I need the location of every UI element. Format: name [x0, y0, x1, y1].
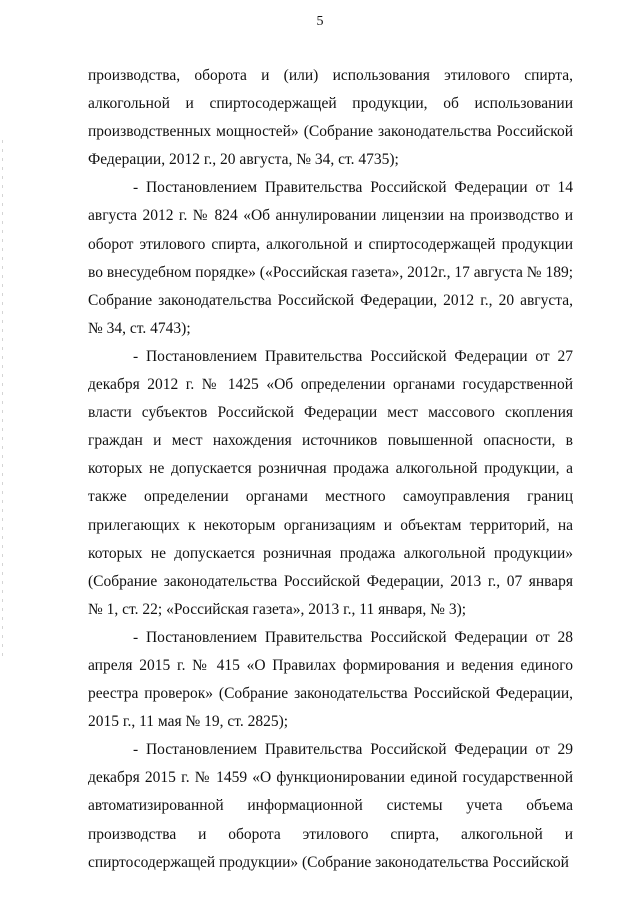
paragraph-resolution-1425: - Постановлением Правительства Российской Федерации от 27 декабря 2012 г. № 1425 «Об определении органами государственной власти субъектов Российской Федерации мест массового скопления граждан и мест нахождения источников повышенной опасности, в которых не допускается розничная продажа алкогольной продукции, а также определении органами местного самоуправления границ прилегающих к некоторым организациям и объектам территорий, на которых не допускается розничная продажа алкогольной продукции» (Собрание законодательства Российской Федерации, 2013 г., 07 января № 1, ст. 22; «Российская газета», 2013 г., 11 января, № 3);	[88, 347, 573, 618]
scan-edge-mark	[2, 140, 3, 660]
paragraph-resolution-415: - Постановлением Правительства Российской Федерации от 28 апреля 2015 г. № 415 «О Правилах формирования и ведения единого реестра проверок» (Собрание законодательства Российской Федерации, 2015 г., 11 мая № 19, ст. 2825);	[88, 628, 573, 731]
paragraph-resolution-824: - Постановлением Правительства Российской Федерации от 14 августа 2012 г. № 824 «Об аннулировании лицензии на производство и оборот этилового спирта, алкогольной и спиртосодержащей продукции во внесудебном порядке» («Российская газета», 2012г., 17 августа № 189; Собрание законодательства Российской Федерации, 2012 г., 20 августа, № 34, ст. 4743);	[88, 179, 573, 337]
paragraph-resolution-1459: - Постановлением Правительства Российской Федерации от 29 декабря 2015 г. № 1459 «О функционировании единой государственной автоматизированной информационной системы учета объема производства и оборота этилового спирта, алкогольной и спиртосодержащей продукции» (Собрание законодательства Российской	[88, 741, 573, 871]
page-number: 5	[316, 14, 324, 29]
paragraph-continued: производства, оборота и (или) использования этилового спирта, алкогольной и спиртосодержащей продукции, об использовании производственных мощностей» (Собрание законодательства Российской Федерации, 2012 г., 20 августа, № 34, ст. 4735);	[88, 67, 573, 169]
document-body	[88, 62, 573, 877]
